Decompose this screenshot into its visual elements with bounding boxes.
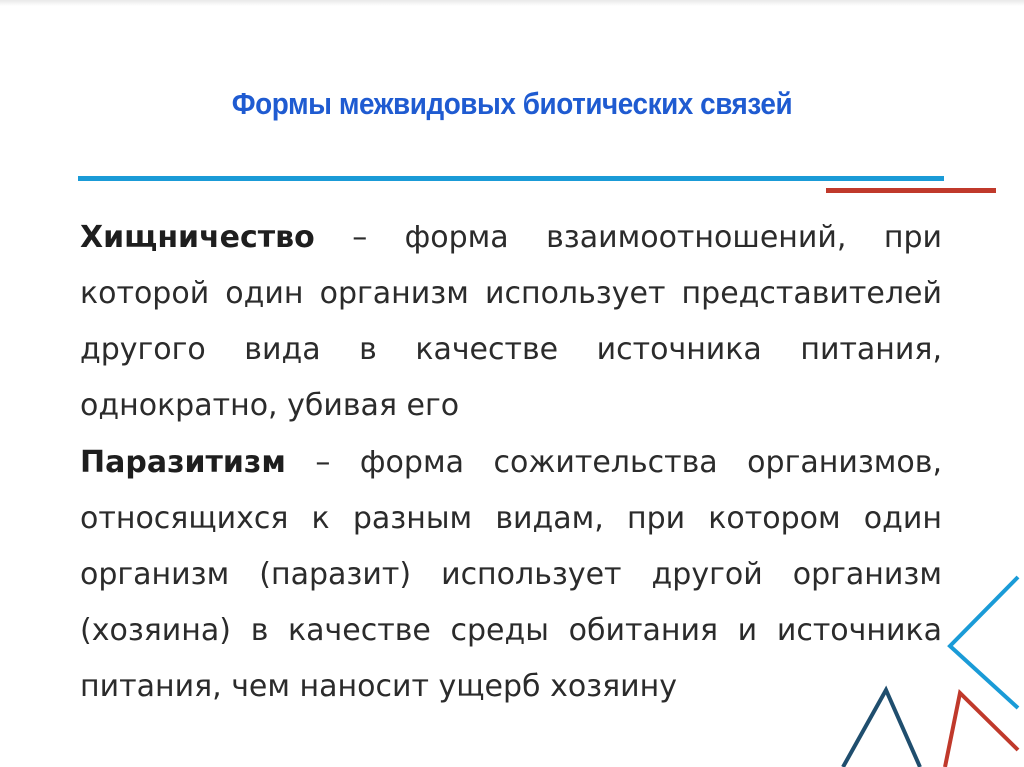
paragraph-predation <box>80 210 942 434</box>
term-predation: Хищничество <box>80 220 315 255</box>
deco-lines-red <box>945 693 1018 767</box>
slide-title: Формы межвидовых биотических связей <box>231 86 793 121</box>
deco-chevron-blue <box>950 577 1018 708</box>
slide-top-edge <box>0 0 1024 6</box>
paragraph-parasitism <box>80 435 942 715</box>
term-parasitism: Паразитизм <box>80 445 286 480</box>
title-underline-blue <box>78 176 944 181</box>
definition-predation: – форма взаимоотношений, при которой один организм использует представителей другого вида в качестве источника питания, однократно, убивая его <box>80 220 942 423</box>
title-underline-red <box>826 188 996 193</box>
definition-parasitism: – форма сожительства организмов, относящихся к разным видам, при котором один организм (паразит) использует другой организм (хозяина) в качестве среды обитания и источника питания, чем наносит ущерб хозяину <box>80 445 942 704</box>
